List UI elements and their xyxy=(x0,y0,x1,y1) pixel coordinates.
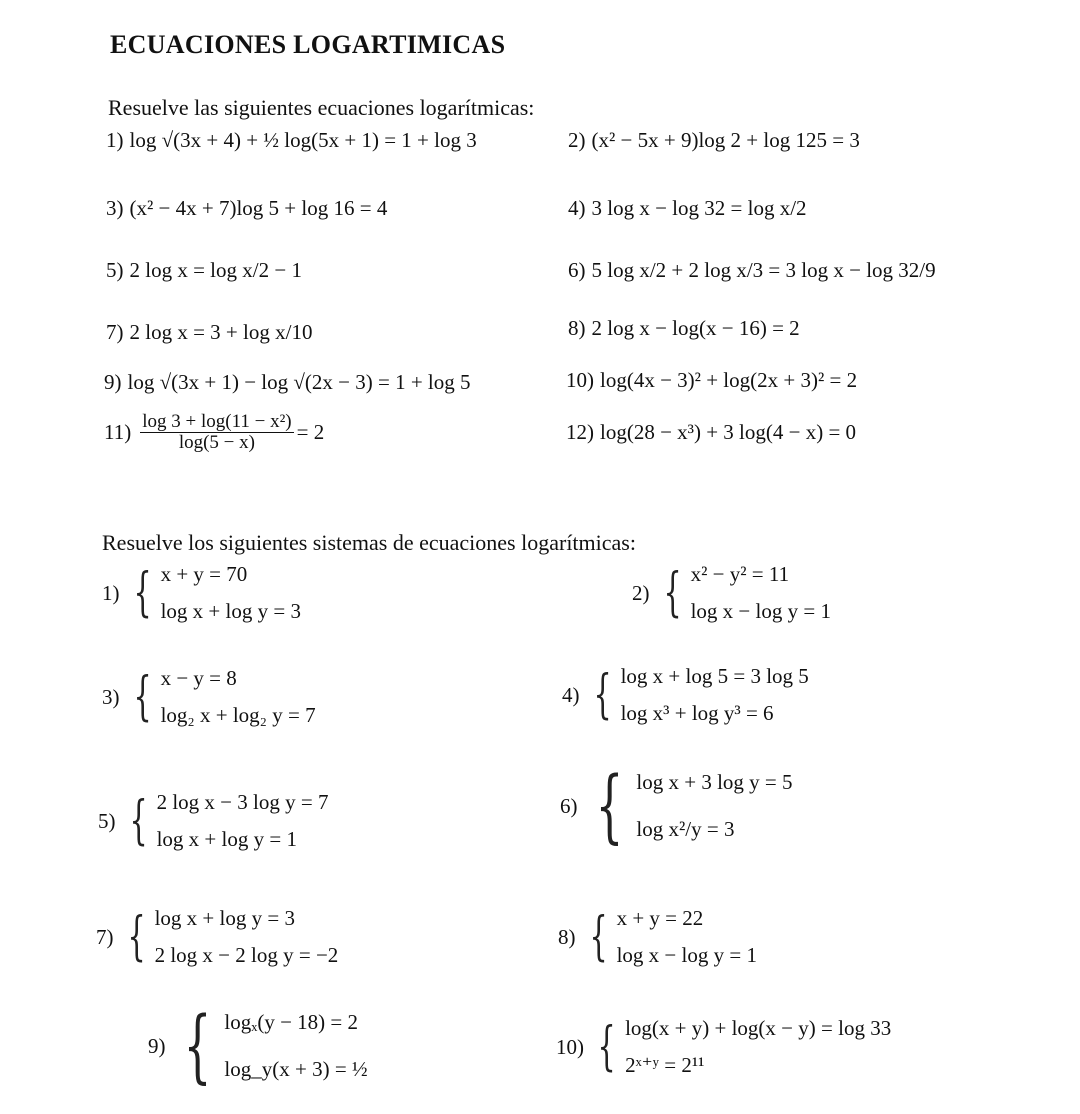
item-number: 8) xyxy=(568,316,586,340)
section2-intro: Resuelve los siguientes sistemas de ecuaciones logarítmicas: xyxy=(102,530,636,555)
system-equation: log x + log y = 3 xyxy=(154,906,295,930)
equation-item xyxy=(104,412,324,453)
system-item xyxy=(98,790,328,852)
left-brace-icon: { xyxy=(128,791,148,851)
left-brace-icon: { xyxy=(126,907,146,967)
item-number: 8) xyxy=(558,924,576,949)
section1-intro: Resuelve las siguientes ecuaciones logarítmicas: xyxy=(108,95,535,120)
system-equation: x² − y² = 11 xyxy=(690,562,790,586)
system-item xyxy=(102,562,301,624)
equation-item xyxy=(106,196,387,221)
equation-text: 2 log x − log(x − 16) = 2 xyxy=(591,316,800,340)
system-item xyxy=(560,759,793,852)
left-brace-icon: { xyxy=(132,667,152,727)
system-equation: log x + 3 log y = 5 xyxy=(636,770,793,794)
item-number: 5) xyxy=(98,808,116,833)
system-equation: 2 log x − 3 log y = 7 xyxy=(156,790,329,814)
system-item xyxy=(102,666,316,728)
system-item xyxy=(96,906,338,968)
system-equations xyxy=(224,1010,367,1082)
equation-text: log √(3x + 1) − log √(2x − 3) = 1 + log 5 xyxy=(127,370,471,394)
item-number: 3) xyxy=(106,196,124,220)
system-equation: log_y(x + 3) = ½ xyxy=(224,1057,368,1081)
system-equations xyxy=(617,906,757,968)
system-equation: log x + log 5 = 3 log 5 xyxy=(620,664,809,688)
equation-text: 2 log x = log x/2 − 1 xyxy=(129,258,302,282)
equation-text: 5 log x/2 + 2 log x/3 = 3 log x − log 32/9 xyxy=(591,258,936,282)
system-equation: log x + log y = 3 xyxy=(160,599,301,623)
equation-text: log(4x − 3)² + log(2x + 3)² = 2 xyxy=(600,368,858,392)
equation-item xyxy=(106,320,312,345)
system-equation: x + y = 22 xyxy=(616,906,704,930)
system-equation: log₂ x + log₂ y = 7 xyxy=(160,703,316,727)
left-brace-icon: { xyxy=(592,665,612,725)
equation-text: log √(3x + 4) + ½ log(5x + 1) = 1 + log 3 xyxy=(129,128,477,152)
item-number: 1) xyxy=(106,128,124,152)
system-item xyxy=(632,562,831,624)
system-equation: log x²/y = 3 xyxy=(636,817,735,841)
item-number: 7) xyxy=(96,924,114,949)
left-brace-icon: { xyxy=(588,907,608,967)
page-title: ECUACIONES LOGARTIMICAS xyxy=(110,30,506,59)
item-number: 9) xyxy=(148,1033,166,1058)
system-equation: 2 log x − 2 log y = −2 xyxy=(154,943,339,967)
item-number: 7) xyxy=(106,320,124,344)
item-number: 12) xyxy=(566,420,594,444)
system-equation: x − y = 8 xyxy=(160,666,237,690)
system-equation: log x³ + log y³ = 6 xyxy=(620,701,774,725)
left-brace-icon: { xyxy=(597,1017,616,1077)
left-brace-icon: { xyxy=(182,999,211,1092)
item-number: 5) xyxy=(106,258,124,282)
item-number: 10) xyxy=(556,1034,584,1059)
system-equations xyxy=(691,562,831,624)
equation-item xyxy=(568,128,860,153)
system-equations xyxy=(621,664,809,726)
system-equation: x + y = 70 xyxy=(160,562,248,586)
system-equation: logₓ(y − 18) = 2 xyxy=(224,1010,359,1034)
system-equation: log x + log y = 1 xyxy=(156,827,297,851)
equation-item xyxy=(106,128,477,153)
equation-item xyxy=(104,370,471,395)
item-number: 4) xyxy=(562,682,580,707)
equation-item xyxy=(566,368,857,393)
equation-item xyxy=(568,258,936,283)
item-number: 6) xyxy=(568,258,586,282)
system-equations xyxy=(625,1016,891,1078)
equation-text: (x² − 5x + 9)log 2 + log 125 = 3 xyxy=(591,128,860,152)
system-item xyxy=(558,906,757,968)
item-number: 2) xyxy=(568,128,586,152)
system-equations xyxy=(161,666,316,728)
system-item xyxy=(148,999,368,1092)
left-brace-icon: { xyxy=(594,759,623,852)
system-equation: 2ˣ⁺ʸ = 2¹¹ xyxy=(625,1053,705,1077)
equation-text: log(28 − x³) + 3 log(4 − x) = 0 xyxy=(600,420,857,444)
item-number: 9) xyxy=(104,370,122,394)
fraction-denominator: log(5 − x) xyxy=(178,431,255,453)
equation-item xyxy=(106,258,302,283)
item-number: 2) xyxy=(632,580,650,605)
item-number: 3) xyxy=(102,684,120,709)
equation-text: (x² − 4x + 7)log 5 + log 16 = 4 xyxy=(129,196,388,220)
equation-item xyxy=(568,316,800,341)
item-number: 11) xyxy=(104,419,132,444)
item-number: 6) xyxy=(560,793,578,818)
item-number: 1) xyxy=(102,580,120,605)
equation-rhs: = 2 xyxy=(296,419,325,444)
item-number: 4) xyxy=(568,196,586,220)
system-equations xyxy=(157,790,329,852)
system-equation: log x − log y = 1 xyxy=(690,599,831,623)
left-brace-icon: { xyxy=(132,563,152,623)
system-equations xyxy=(636,770,792,842)
equation-text: 2 log x = 3 + log x/10 xyxy=(129,320,313,344)
system-item xyxy=(556,1016,891,1078)
system-equations xyxy=(161,562,301,624)
equation-item xyxy=(568,196,807,221)
item-number: 10) xyxy=(566,368,594,392)
equation-text: 3 log x − log 32 = log x/2 xyxy=(591,196,807,220)
left-brace-icon: { xyxy=(662,563,682,623)
system-equations xyxy=(155,906,339,968)
equation-fraction xyxy=(140,412,293,453)
system-item xyxy=(562,664,809,726)
system-equation: log x − log y = 1 xyxy=(616,943,757,967)
system-equation: log(x + y) + log(x − y) = log 33 xyxy=(625,1016,892,1040)
fraction-numerator: log 3 + log(11 − x²) xyxy=(142,411,292,432)
equation-item xyxy=(566,420,856,445)
